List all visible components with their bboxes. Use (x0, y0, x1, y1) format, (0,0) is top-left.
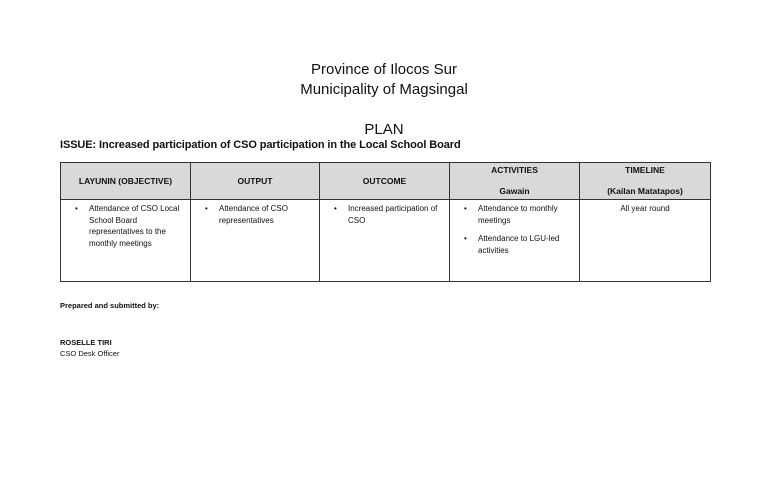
col-subheader-activities: Gawain (499, 186, 530, 196)
col-header-outcome: OUTCOME (320, 163, 450, 200)
bullet-icon: • (334, 204, 337, 213)
bullet-icon: • (205, 204, 208, 213)
cell-timeline: All year round (580, 200, 711, 282)
province-heading: Province of Ilocos Sur (311, 61, 457, 78)
municipality-heading: Municipality of Magsingal (300, 81, 468, 98)
issue-statement: ISSUE: Increased participation of CSO participation in the Local School Board (60, 139, 461, 151)
cell-activities (450, 200, 580, 282)
list-item: • Attendance of CSO representatives (205, 204, 288, 225)
col-subheader-timeline: (Kailan Matatapos) (607, 186, 683, 196)
bullet-icon: • (75, 204, 78, 213)
prepared-by-label: Prepared and submitted by: (60, 301, 160, 310)
cell-output (191, 200, 320, 282)
col-header-timeline: TIMELINE (Kailan Matatapos) (580, 163, 711, 200)
cell-outcome (320, 200, 450, 282)
list-item: • Attendance to LGU-led activities (464, 234, 560, 255)
col-header-output: OUTPUT (191, 163, 320, 200)
table-row (61, 200, 711, 282)
list-item: • Increased participation of CSO (334, 204, 438, 225)
bullet-icon: • (464, 234, 467, 243)
plan-title: PLAN (364, 121, 404, 138)
bullet-icon: • (464, 204, 467, 213)
cell-objective (61, 200, 191, 282)
list-item: • Attendance of CSO Local School Board representatives to the monthly meetings (75, 204, 180, 248)
list-item: • Attendance to monthly meetings (464, 204, 558, 225)
signatory-role: CSO Desk Officer (60, 349, 120, 358)
plan-table (60, 162, 711, 282)
signatory-name: ROSELLE TIRI (60, 338, 112, 347)
col-header-objective: LAYUNIN (OBJECTIVE) (61, 163, 191, 200)
table-header-row (61, 163, 711, 200)
col-header-activities: ACTIVITIES Gawain (450, 163, 580, 200)
